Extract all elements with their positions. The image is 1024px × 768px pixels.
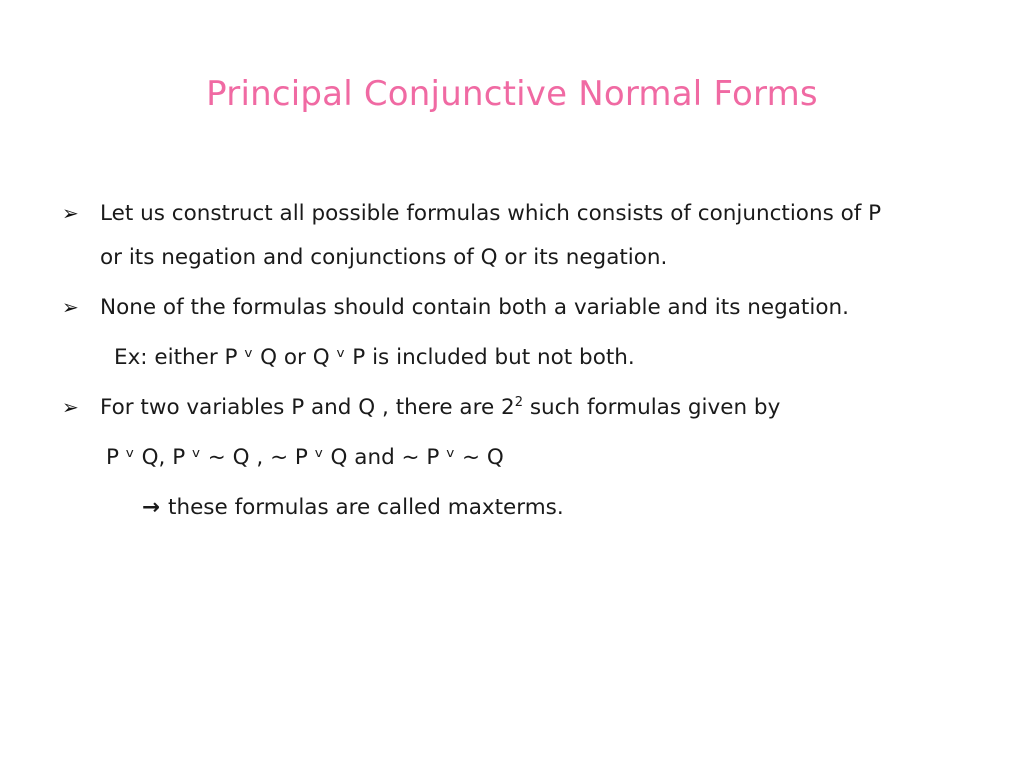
conclusion-text: these formulas are called maxterms. — [168, 495, 564, 520]
conclusion-line — [142, 493, 564, 523]
bullet-2-line-1: None of the formulas should contain both a variable and its negation. — [100, 295, 849, 320]
bullet-1-line-1: Let us construct all possible formulas which consists of conjunctions of P — [100, 201, 882, 226]
bullet-icon: ➢ — [62, 295, 79, 319]
bullet-3-line-1 — [100, 393, 780, 423]
exponent: 2 — [514, 394, 523, 410]
bullet-icon: ➢ — [62, 201, 79, 225]
bullet-3-text-after: such formulas given by — [523, 395, 781, 420]
arrow-right-icon: → — [142, 495, 161, 520]
bullet-1-line-2: or its negation and conjunctions of Q or its negation. — [100, 245, 668, 270]
bullet-2-example: Ex: either P ᵛ Q or Q ᵛ P is included but not both. — [114, 345, 635, 370]
bullet-3-text-before: For two variables P and Q , there are 2 — [100, 395, 515, 420]
bullet-icon: ➢ — [62, 395, 79, 419]
maxterm-formulas: P ᵛ Q, P ᵛ ~ Q , ~ P ᵛ Q and ~ P ᵛ ~ Q — [106, 445, 504, 470]
slide-title: Principal Conjunctive Normal Forms — [206, 74, 818, 114]
